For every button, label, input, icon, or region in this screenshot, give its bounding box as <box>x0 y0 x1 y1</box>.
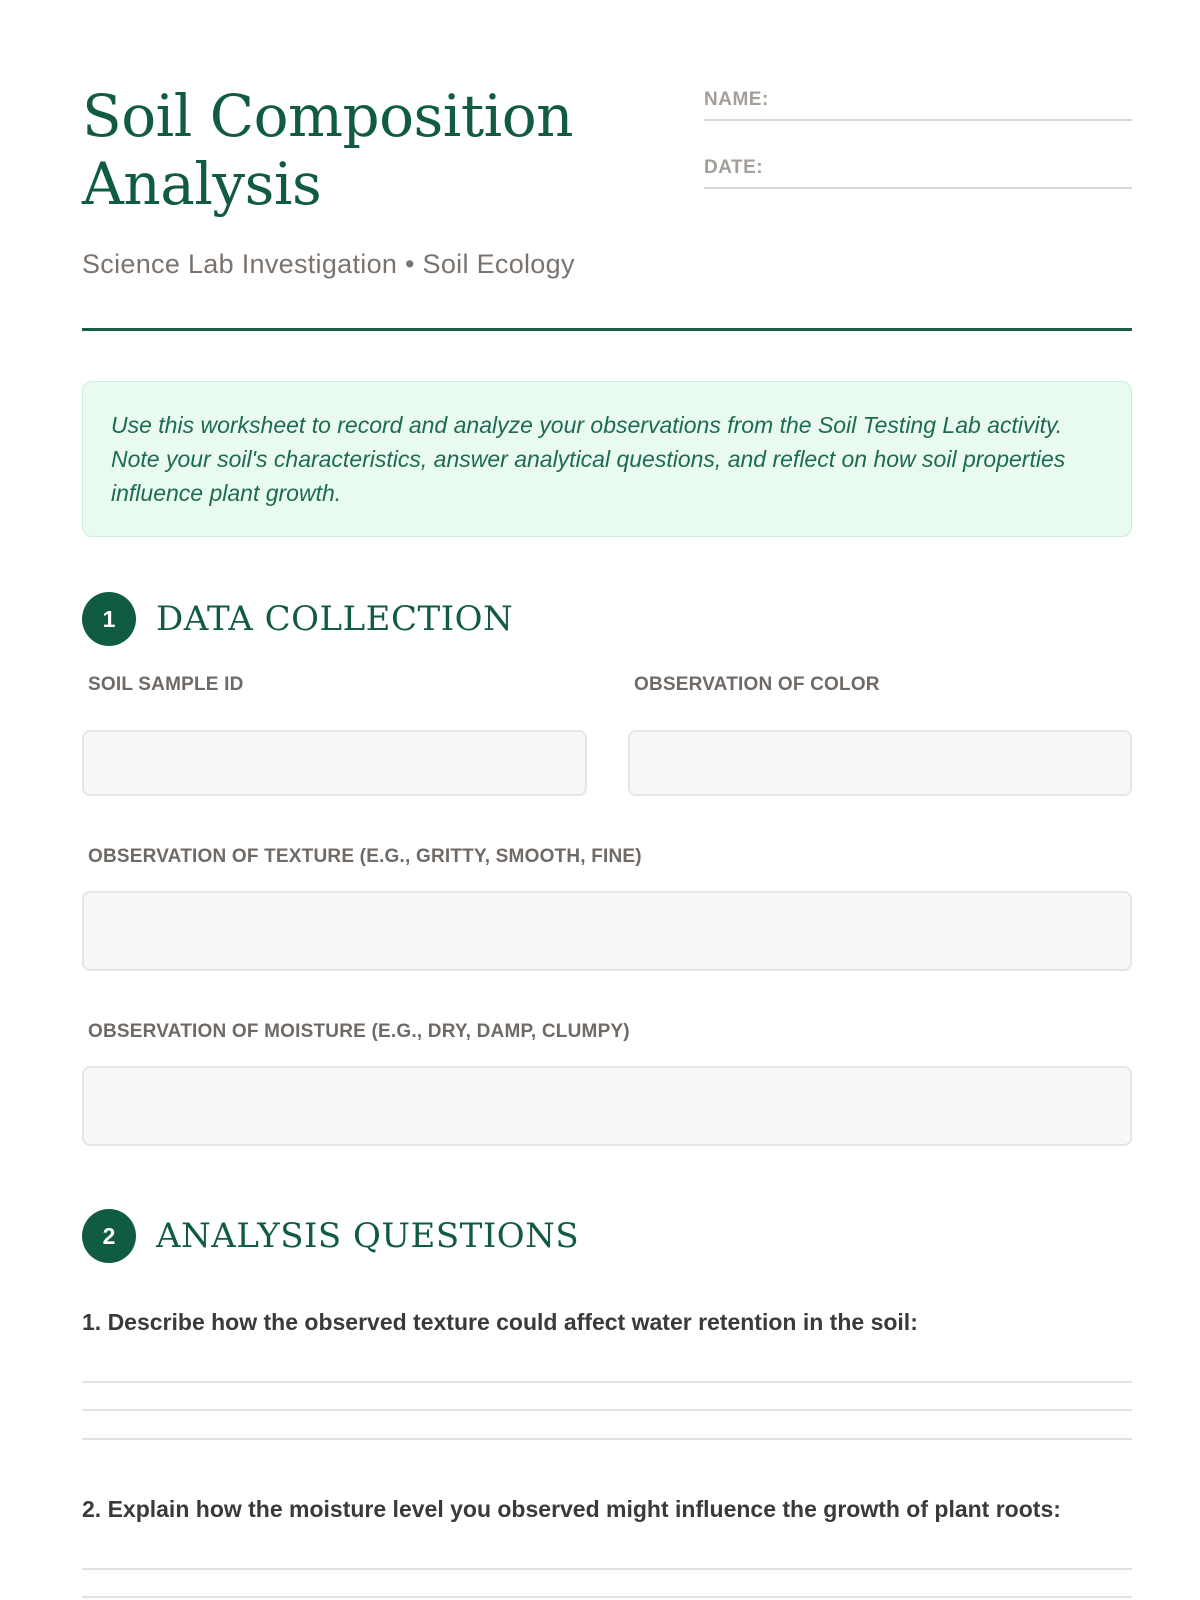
sample-id-label: SOIL SAMPLE ID <box>88 674 244 695</box>
answer-line[interactable] <box>82 1438 1132 1440</box>
name-field[interactable] <box>704 89 1132 121</box>
worksheet-header <box>82 0 1132 331</box>
intro-callout <box>82 381 1132 537</box>
date-field[interactable] <box>704 157 1132 189</box>
color-label: OBSERVATION OF COLOR <box>634 674 880 695</box>
texture-label: OBSERVATION OF TEXTURE (E.G., GRITTY, SMOOTH, FINE) <box>88 846 642 867</box>
date-label: DATE: <box>704 157 764 178</box>
title-line-2: Analysis <box>82 150 322 218</box>
section-data-collection <box>82 592 513 646</box>
section-number-badge: 2 <box>82 1209 136 1263</box>
title-line-1: Soil Composition <box>82 82 573 150</box>
question-2: 2. Explain how the moisture level you observed might influence the growth of plant roots: <box>82 1496 1061 1522</box>
moisture-input[interactable] <box>82 1066 1132 1146</box>
intro-text: Use this worksheet to record and analyze your observations from the Soil Testing Lab activity. Note your soil's characteristics, answer analytical questions, and reflect on how soil properties influence plant growth. <box>111 412 1066 506</box>
answer-line[interactable] <box>82 1596 1132 1598</box>
section-number-badge: 1 <box>82 592 136 646</box>
section-title: ANALYSIS QUESTIONS <box>156 1216 580 1256</box>
page-subtitle: Science Lab Investigation • Soil Ecology <box>82 249 575 279</box>
page-title <box>82 82 642 218</box>
name-label: NAME: <box>704 89 769 110</box>
question-1: 1. Describe how the observed texture could affect water retention in the soil: <box>82 1309 918 1335</box>
answer-line[interactable] <box>82 1381 1132 1383</box>
section-analysis-questions <box>82 1209 579 1263</box>
section-title: DATA COLLECTION <box>156 599 514 639</box>
color-input[interactable] <box>628 730 1132 796</box>
worksheet-page <box>82 0 1132 1600</box>
sample-id-input[interactable] <box>82 730 587 796</box>
answer-line[interactable] <box>82 1568 1132 1570</box>
texture-input[interactable] <box>82 891 1132 971</box>
moisture-label: OBSERVATION OF MOISTURE (E.G., DRY, DAMP, CLUMPY) <box>88 1021 630 1042</box>
answer-line[interactable] <box>82 1409 1132 1411</box>
